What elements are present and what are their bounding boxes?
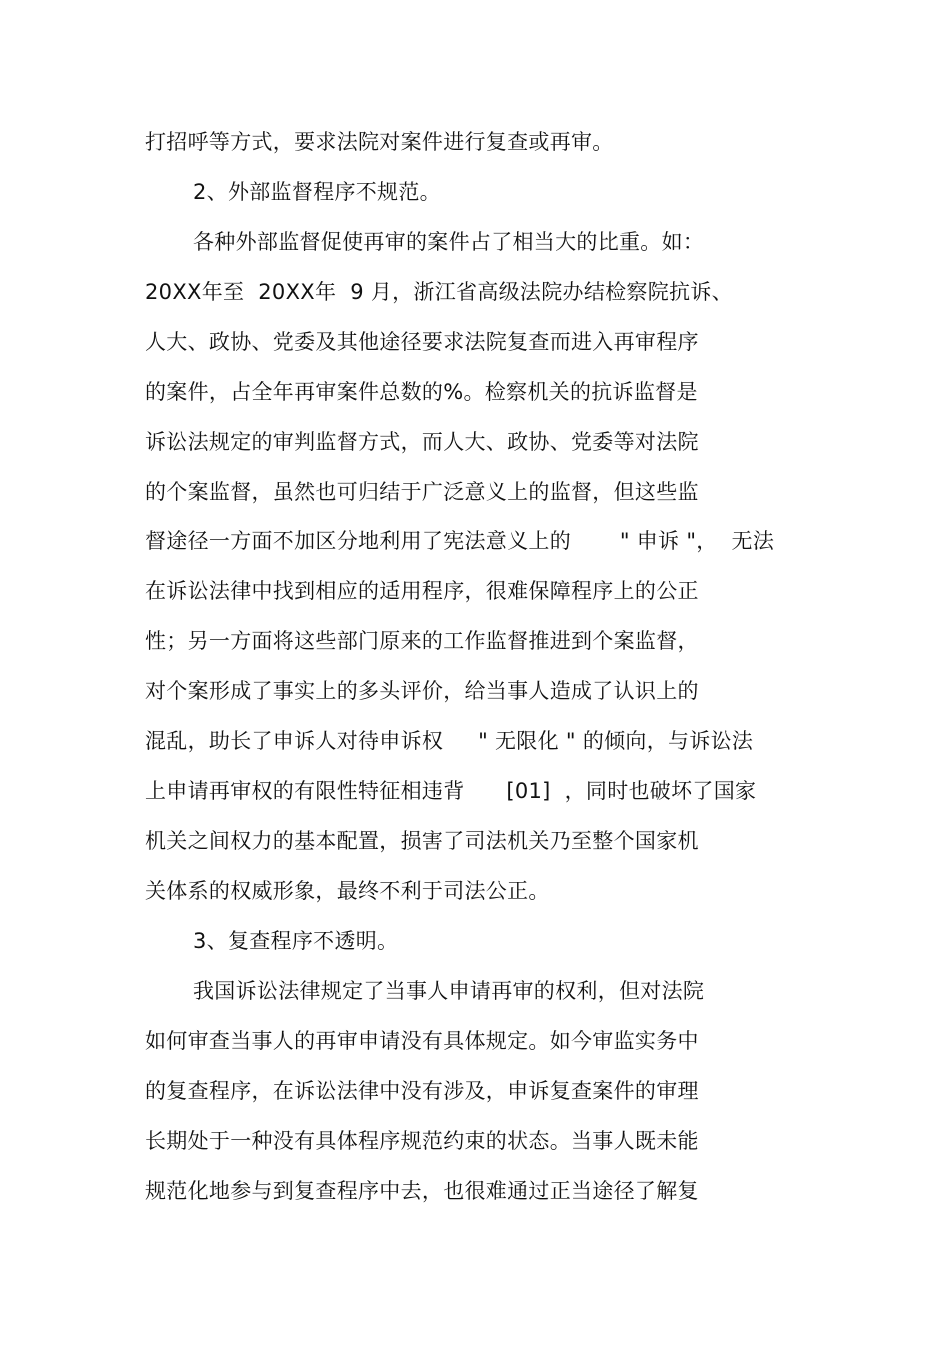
paragraph-start: 我国诉讼法律规定了当事人申请再审的权利，但对法院 bbox=[193, 979, 705, 1003]
text-line: 的个案监督，虽然也可归结于广泛意义上的监督，但这些监 bbox=[145, 480, 699, 504]
paragraph-start: 各种外部监督促使再审的案件占了相当大的比重。如： bbox=[193, 230, 705, 254]
text-line: 关体系的权威形象，最终不利于司法公正。 bbox=[145, 879, 550, 903]
text-line: 督途径一方面不加区分地利用了宪法意义上的 " 申诉 "， 无法 bbox=[145, 529, 775, 553]
text-line: 混乱，助长了申诉人对待申诉权 " 无限化 " 的倾向，与诉讼法 bbox=[145, 729, 754, 753]
text-line: 人大、政协、党委及其他途径要求法院复查而进入再审程序 bbox=[145, 330, 699, 354]
text-line: 如何审查当事人的再审申请没有具体规定。如今审监实务中 bbox=[145, 1029, 699, 1053]
text-line: 的案件，占全年再审案件总数的%。检察机关的抗诉监督是 bbox=[145, 380, 698, 404]
text-line: 对个案形成了事实上的多头评价，给当事人造成了认识上的 bbox=[145, 679, 699, 703]
text-line: 性；另一方面将这些部门原来的工作监督推进到个案监督， bbox=[145, 629, 699, 653]
text-line: 机关之间权力的基本配置，损害了司法机关乃至整个国家机 bbox=[145, 829, 699, 853]
section-heading-3: 3、复查程序不透明。 bbox=[193, 929, 399, 953]
text-line: 诉讼法规定的审判监督方式，而人大、政协、党委等对法院 bbox=[145, 430, 699, 454]
text-line: 上申请再审权的有限性特征相违背 [01] ，同时也破坏了国家 bbox=[145, 779, 757, 803]
text-line: 的复查程序，在诉讼法律中没有涉及，申诉复查案件的审理 bbox=[145, 1079, 699, 1103]
text-line: 规范化地参与到复查程序中去，也很难通过正当途径了解复 bbox=[145, 1179, 699, 1203]
text-line: 长期处于一种没有具体程序规范约束的状态。当事人既未能 bbox=[145, 1129, 699, 1153]
section-heading-2: 2、外部监督程序不规范。 bbox=[193, 180, 441, 204]
text-line: 20XX年至 20XX年 9 月，浙江省高级法院办结检察院抗诉、 bbox=[145, 280, 733, 304]
text-line: 打招呼等方式，要求法院对案件进行复查或再审。 bbox=[145, 130, 614, 154]
text-line: 在诉讼法律中找到相应的适用程序，很难保障程序上的公正 bbox=[145, 579, 699, 603]
